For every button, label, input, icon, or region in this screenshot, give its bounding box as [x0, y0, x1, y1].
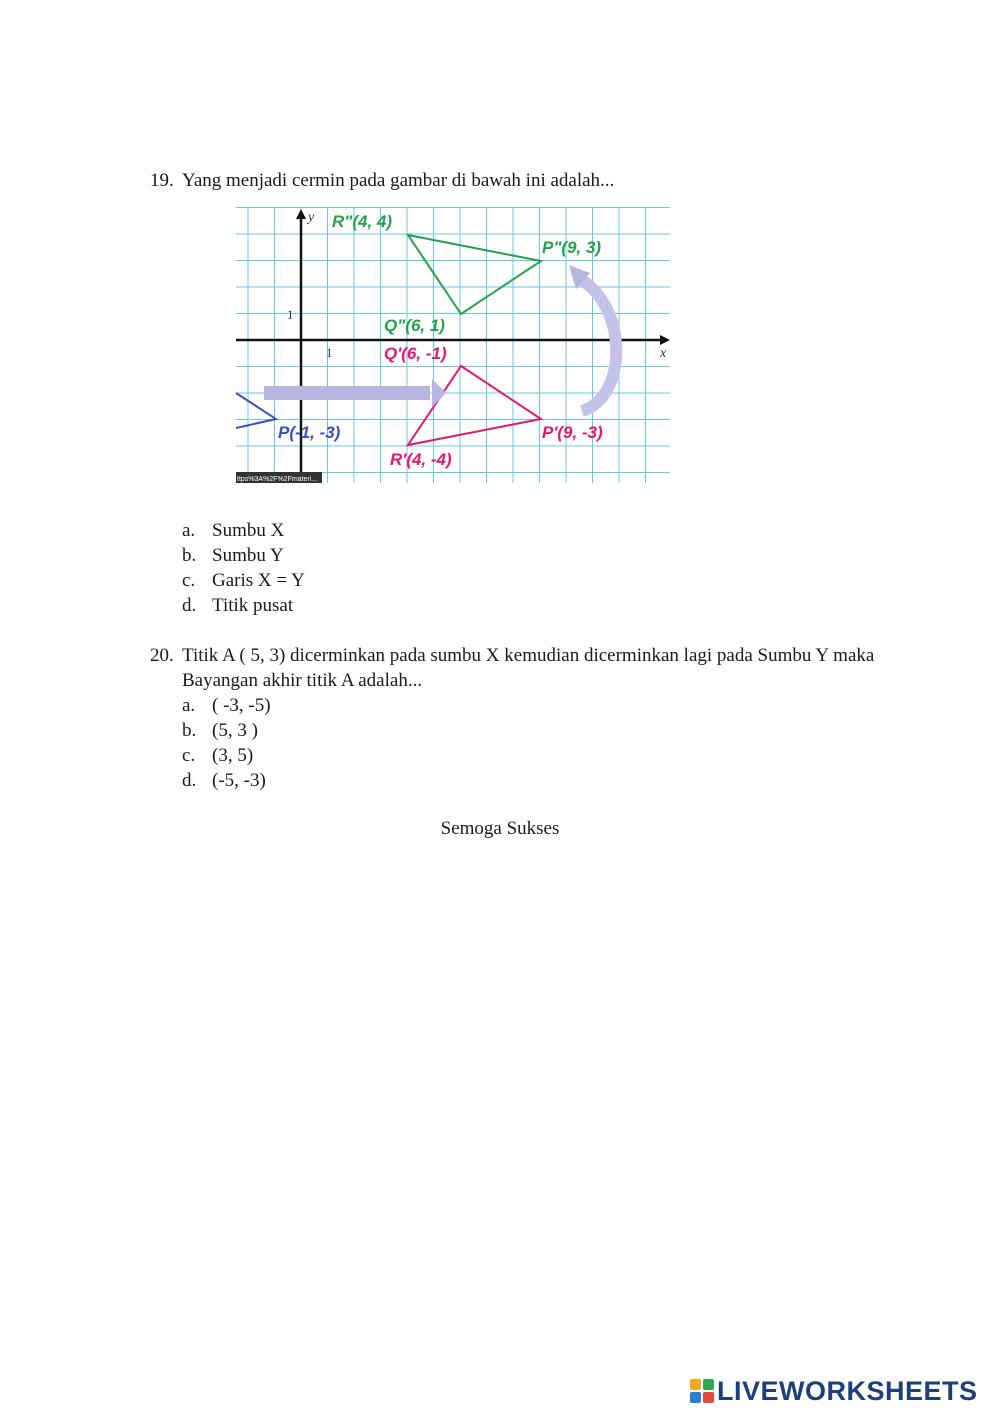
option-text: Titik pusat [212, 595, 294, 616]
label-r-prime: R'(4, -4) [390, 450, 452, 469]
label-p-double-prime: P"(9, 3) [542, 238, 602, 257]
option-text: Sumbu X [212, 520, 285, 541]
option-text: (3, 5) [212, 745, 254, 766]
image-source-text: ttps%3A%2F%2Fmateri... [237, 476, 318, 483]
x-axis-label: x [660, 346, 667, 361]
option-text: ( -3, -5) [212, 695, 271, 716]
closing-message: Semoga Sukses [440, 818, 560, 839]
label-r-double-prime: R"(4, 4) [332, 212, 393, 231]
y-axis-label: y [308, 210, 315, 225]
option-text: (-5, -3) [212, 770, 266, 791]
translation-arrow [264, 386, 430, 400]
option-text: (5, 3 ) [212, 720, 258, 741]
option-letter: d. [182, 770, 197, 791]
label-p-prime: P'(9, -3) [542, 423, 603, 442]
reflection-figure [236, 207, 670, 483]
option-letter: d. [182, 595, 197, 616]
brand-logo[interactable] [690, 1374, 978, 1408]
option-text: Sumbu Y [212, 545, 284, 566]
question-text: Titik A ( 5, 3) dicerminkan pada sumbu X kemudian dicerminkan lagi pada Sumbu Y maka Bayangan akhir titik A adalah... [182, 645, 875, 691]
label-q-prime: Q'(6, -1) [384, 344, 447, 363]
option-letter: c. [182, 570, 196, 591]
tick-x-label: 1 [326, 345, 333, 360]
brand-name: LIVEWORKSHEETS [717, 1375, 978, 1406]
question-text: Yang menjadi cermin pada gambar di bawah ini adalah... [182, 170, 615, 191]
liveworksheets-logo-icon [690, 1379, 714, 1403]
option-letter: b. [182, 545, 197, 566]
label-p-original: P(-1, -3) [278, 423, 341, 442]
question-number: 19. [150, 170, 174, 191]
question-number: 20. [150, 645, 174, 666]
label-q-double-prime: Q"(6, 1) [384, 316, 445, 335]
option-letter: b. [182, 720, 197, 741]
option-letter: a. [182, 695, 196, 716]
option-letter: c. [182, 745, 196, 766]
option-text: Garis X = Y [212, 570, 305, 591]
option-letter: a. [182, 520, 196, 541]
tick-y-label: 1 [287, 307, 294, 322]
